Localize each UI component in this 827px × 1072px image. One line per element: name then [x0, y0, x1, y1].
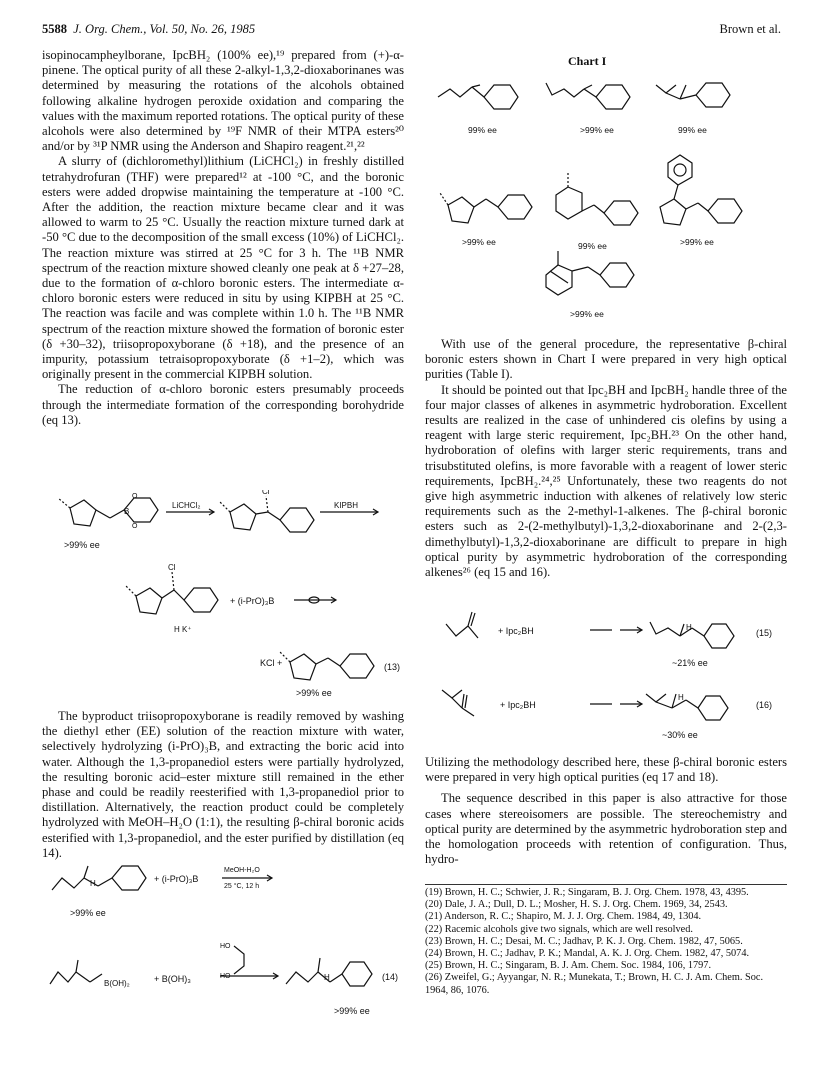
paragraph: isopinocampheylborane, IpcBH₂ (100% ee),¹⁹ prepared from (+)-α-pinene. The optical purity of all these 2-alkyl-1,3,2-dioxaborinanes was determined by measuring the rotations of the alcohols obtained following alkaline hydrogen peroxide oxidation and comparing the values with the maximum reported rotations. The optical purity of these alcohols were also determined by ¹⁹F NMR of their MTPA esters²⁰ and/or by ³¹P NMR using the Anderson and Shapiro reagent.²¹,²²	[42, 48, 404, 154]
paragraph: With use of the general procedure, the representative β-chiral boronic esters shown in Chart I were prepared in very high optical purities (Table I).	[425, 337, 787, 382]
alkene-15	[446, 624, 468, 636]
condition-label: 25 °C, 12 h	[224, 883, 260, 890]
kcl-label: KCl +	[260, 658, 283, 668]
atom-label: Cl	[262, 490, 270, 496]
paragraph: It should be pointed out that Ipc₂BH and IpcBH₂ handle three of the four major classes of alkenes in asymmetric hydroboration. Excellent results are realized in the case of unhindered cis olefins by using a reagent with large steric requirement, Ipc₂BH.²³ On the other hand, hydroboration of olefins with larger steric requirements, trans and trisubstituted olefins, is more favorable with a reagent of lower steric requirements, IpcBH₂.²⁴,²⁵ Unfortunately, these two reagents do not give high asymmetric induction with alkenes of relatively low steric requirements such as the 2-methyl-1-alkenes. The β-chiral boronic esters such as 2-(2-methylbutyl)-1,3,2-dioxaborinane and 2-(2,3-dimethylbutyl)-1,3,2-dioxaborinane are difficult to prepare in high optical purity by asymmetric hydroboration of the corresponding alkenes²⁶ (eq 15 and 16).	[425, 382, 787, 580]
alkene-16	[442, 690, 462, 698]
compound-5	[556, 187, 582, 219]
cyclopentane-ring	[70, 500, 96, 526]
atom-label: O	[132, 523, 138, 530]
equation-number: (15)	[756, 628, 773, 638]
right-column-bottom	[425, 755, 787, 867]
equation-number: (14)	[382, 972, 399, 982]
chart-1	[428, 55, 788, 320]
page-header	[42, 22, 255, 37]
svg-text:HO: HO	[220, 973, 231, 980]
ee-label: >99% ee	[64, 540, 100, 550]
paragraph: A slurry of (dichloromethyl)lithium (LiCHCl₂) in freshly distilled tetrahydrofuran (THF) were prepared¹² at -100 °C, and the boronic esters were added dropwise maintaining the temperature at -100 °C. After the addition, the reaction mixture became clear and it was allowed to warm to 25 °C. Usually the reaction mixture turned dark at -50 °C due to the decomposition of the small excess (10%) of LiCHCl₂. The reaction mixture was stirred at 25 °C for 3 h. The ¹¹B NMR spectrum of the reaction mixture showed cleanly one peak at δ +27–28, due to the formation of α-chloro boronic esters. The intermediate α-chloro boronic esters were reduced in situ by using KIPBH at 25 °C. The reaction was facile and was complete within 1.0 h. The ¹¹B NMR spectrum of the reaction mixture showed the formation of boronic ester (δ +30–32), triisopropoxyborane (δ +18), and the presence of an impurity, potassium tetraisopropoxyborate (δ +1–2), which was originally present in the commercial KIPBH solution.	[42, 154, 404, 382]
condition-label: MeOH-H₂O	[224, 867, 260, 874]
reagent-label: LiCHCl₂	[172, 501, 201, 510]
paragraph: The byproduct triisopropoxyborane is readily removed by washing the diethyl ether (EE) solution of the reaction mixture with water, selectively hydrolyzing (i-PrO)₃B, and extracting the boric acid into water. Although the 1,3-propanediol esters were partially hydrolyzed, the resulting boronic acid–ester mixture still remained in the ether phase and could be readily reesterified with 1,3-propanediol prior to distillation. Alternatively, the reaction product could be completely hydrolyzed with MeOH–H₂O (1:1), the resulting β-chiral boronic acids esterified with 1,3-propanediol, and the ester purified by distillation (eq 14).	[42, 709, 404, 860]
reference-item: (23) Brown, H. C.; Desai, M. C.; Jadhav, P. K. J. Org. Chem. 1982, 47, 5065.	[425, 935, 743, 947]
compound-2	[546, 83, 584, 97]
ee-label: >99% ee	[570, 309, 604, 319]
svg-text:H: H	[324, 973, 330, 982]
ee-label: 99% ee	[468, 125, 497, 135]
reference-item: (19) Brown, H. C.; Schwier, J. R.; Singaram, B. J. Org. Chem. 1978, 43, 4395.	[425, 887, 749, 898]
compound-1	[438, 87, 472, 97]
alkyl-chain	[52, 878, 84, 890]
right-column-top	[425, 337, 787, 580]
ee-label: >99% ee	[334, 1006, 370, 1016]
reagent-label: + Ipc₂BH	[500, 700, 536, 710]
reagent-label: + (i-PrO)₃B	[154, 874, 199, 884]
ee-label: >99% ee	[70, 908, 106, 918]
reagent-label: + Ipc₂BH	[498, 626, 534, 636]
paragraph: Utilizing the methodology described here, these β-chiral boronic esters were prepared in very high optical purities (eq 17 and 18).	[425, 755, 787, 785]
left-column-top	[42, 48, 404, 428]
counterion-label: H K⁺	[174, 625, 192, 634]
ee-label: 99% ee	[578, 241, 607, 251]
equation-13	[44, 490, 414, 700]
equation-number: (13)	[384, 662, 401, 672]
ch2-bond	[96, 510, 110, 518]
reference-item: (20) Dale, J. A.; Dull, D. L.; Mosher, H. S. J. Org. Chem. 1969, 34, 2543.	[425, 899, 728, 911]
atom-label: B	[124, 507, 130, 516]
methyl-bond	[58, 498, 70, 508]
svg-text:H: H	[90, 879, 96, 888]
compound-7	[546, 265, 572, 295]
chart-title: Chart I	[568, 55, 607, 68]
atom-label: Cl	[168, 563, 176, 572]
compound-4	[448, 197, 474, 223]
compound-6	[660, 199, 686, 225]
equations-15-16	[440, 608, 790, 743]
reagent-label: KIPBH	[334, 501, 359, 510]
equation-number: (16)	[756, 700, 773, 710]
boronic-acid-label: B(OH)₂	[104, 979, 130, 988]
equation-14	[44, 864, 414, 1024]
svg-text:HO: HO	[220, 943, 231, 950]
byproduct-label: + (i-PrO)₃B	[230, 596, 275, 606]
reference-item: (22) Racemic alcohols give two signals, which are well resolved.	[425, 923, 693, 935]
compound-3	[656, 85, 676, 93]
reference-item: (21) Anderson, R. C.; Shapiro, M. J. J. Org. Chem. 1984, 49, 1304.	[425, 911, 702, 923]
journal-citation: J. Org. Chem., Vol. 50, No. 26, 1985	[73, 22, 256, 36]
footnote-rule	[425, 884, 787, 885]
svg-text:H: H	[686, 623, 692, 632]
ee-label: >99% ee	[296, 688, 332, 698]
page-number: 5588	[42, 22, 67, 36]
ee-label: ~30% ee	[662, 730, 698, 740]
ee-label: 99% ee	[678, 125, 707, 135]
svg-text:H: H	[678, 693, 684, 702]
ee-label: ~21% ee	[672, 658, 708, 668]
reference-item: (25) Brown, H. C.; Singaram, B. J. Am. Chem. Soc. 1984, 106, 1797.	[425, 960, 712, 972]
reference-item: (26) Zweifel, G.; Ayyangar, N. R.; Munekata, T.; Brown, H. C. J. Am. Chem. Soc. 1964, 86, 1076.	[425, 972, 764, 996]
ee-label: >99% ee	[580, 125, 614, 135]
paragraph: The reduction of α-chloro boronic esters presumably proceeds through the intermediate formation of the corresponding borohydride (eq 13).	[42, 382, 404, 427]
references	[425, 887, 787, 997]
paragraph: The sequence described in this paper is also attractive for those cases where stereoisomers are possible. The stereochemistry and optical purity are determined by the asymmetric hydroboration step and the homologation proceeds with retention of configuration. Thus, hydro-	[425, 791, 787, 867]
atom-label: O	[132, 493, 138, 500]
left-column-bottom	[42, 709, 404, 861]
running-authors: Brown et al.	[719, 22, 781, 36]
ee-label: >99% ee	[680, 237, 714, 247]
ee-label: >99% ee	[462, 237, 496, 247]
reagent-label: + B(OH)₃	[154, 974, 191, 984]
reference-item: (24) Brown, H. C.; Jadhav, P. K.; Mandal, A. K. J. Org. Chem. 1982, 47, 5074.	[425, 948, 750, 960]
